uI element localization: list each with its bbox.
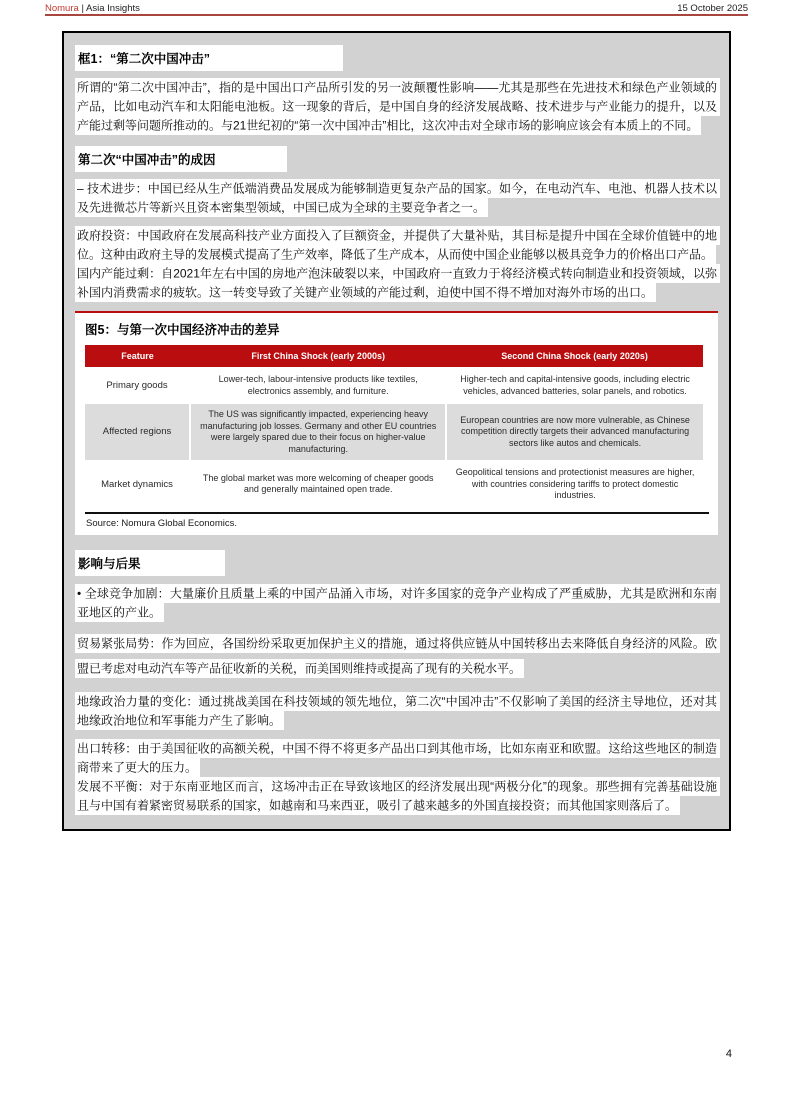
cell-first-shock: Lower-tech, labour-intensive products like textiles, electronics assembly, and furniture.: [190, 368, 446, 403]
brand-name: Nomura: [45, 3, 79, 14]
impact-paragraph-geopolitics: 地缘政治力量的变化：通过挑战美国在科技领域的领先地位，第二次“中国冲击”不仅影响了美国的经济主导地位，还对其地缘政治地位和军事能力产生了影响。: [75, 693, 720, 731]
text-box-1: [62, 31, 731, 831]
impact-paragraph-uneven-development: 发展不平衡：对于东南亚地区而言，这场冲击正在导致该地区的经济发展出现“两极分化”的现象。那些拥有完善基础设施且与中国有着紧密贸易联系的国家，如越南和马来西亚，吸引了越来越多的外国直接投资；而其他国家则落后了。: [75, 778, 720, 816]
impact-paragraph-export-diversion: 出口转移：由于美国征收的高额关税，中国不得不将更多产品出口到其他市场，比如东南亚和欧盟。这给这些地区的制造商带来了更大的压力。: [75, 740, 720, 778]
source-note: Source: Nomura Global Economics.: [86, 517, 238, 529]
causes-paragraph-overcapacity: 国内产能过剩：自2021年左右中国的房地产泡沫破裂以来，中国政府一直致力于将经济模式转向制造业和投资领域，以弥补国内消费需求的疲软。这一转变导致了关键产业领域的产能过剩，迫使中国不得不增加对海外市场的出口。: [75, 264, 720, 302]
cell-second-shock: Higher-tech and capital-intensive goods, including electric vehicles, advanced batteries, solar panels, and robotics.: [446, 368, 702, 403]
header-separator: |: [81, 3, 84, 14]
impact-paragraph-competition: • 全球竞争加剧：大量廉价且质量上乘的中国产品涌入市场，对许多国家的竞争产业构成了严重威胁，尤其是欧洲和东南亚地区的产业。: [75, 585, 720, 623]
box-title: 框1：“第二次中国冲击”: [75, 45, 343, 71]
impact-paragraph-trade-tension: 贸易紧张局势：作为回应，各国纷纷采取更加保护主义的措施，通过将供应链从中国转移出去来降低自身经济的风险。欧盟已考虑对电动汽车等产品征收新的关税，而美国则维持或提高了现有的关税水平。: [75, 632, 720, 682]
page-number: 4: [725, 1048, 732, 1060]
cell-feature: Market dynamics: [85, 461, 190, 507]
table-row: [85, 403, 703, 461]
table-row: [85, 461, 703, 507]
causes-heading: 第二次“中国冲击”的成因: [75, 146, 287, 172]
cell-second-shock: Geopolitical tensions and protectionist measures are higher, with countries considering tariffs to protect domestic industries.: [446, 461, 702, 507]
impact-heading: 影响与后果: [75, 550, 225, 576]
cell-first-shock: The global market was more welcoming of cheaper goods and generally maintained open trade.: [190, 461, 446, 507]
publication-title: [45, 3, 140, 14]
causes-paragraph-gov: 政府投资：中国政府在发展高科技产业方面投入了巨额资金，并提供了大量补贴，其目标是提升中国在全球价值链中的地位。这种由政府主导的发展模式提高了生产效率，降低了生产成本，从而使中国企业能够以极具竞争力的价格出口产品。: [75, 226, 720, 264]
publication-date: 15 October 2025: [677, 3, 748, 14]
intro-paragraph: 所谓的“第二次中国冲击”，指的是中国出口产品所引发的另一波颠覆性影响——尤其是那些在先进技术和绿色产业领域的产品，比如电动汽车和太阳能电池板。这一现象的背后，是中国自身的经济发展战略、技术进步与产业能力的提升，以及产能过剩等问题所推动的。与21世纪初的“第一次中国冲击”相比，这次冲击对全球市场的影响应该会有本质上的不同。: [75, 78, 720, 135]
cell-feature: Primary goods: [85, 368, 190, 403]
publication-name: Asia Insights: [86, 3, 140, 14]
figure-5: [75, 311, 718, 535]
col-header-feature: Feature: [85, 345, 190, 368]
col-header-first-shock: First China Shock (early 2000s): [190, 345, 446, 368]
comparison-table: [85, 345, 703, 507]
table-header-row: [85, 345, 703, 368]
figure-title: 图5：与第一次中国经济冲击的差异: [85, 323, 280, 337]
table-row: [85, 368, 703, 403]
causes-paragraph-tech: – 技术进步：中国已经从生产低端消费品发展成为能够制造更复杂产品的国家。如今，在电动汽车、电池、机器人技术以及先进微芯片等新兴且资本密集型领域，中国已成为全球的主要竞争者之一。: [75, 179, 720, 217]
page-header: [45, 3, 748, 14]
header-rule: [45, 14, 748, 16]
cell-second-shock: European countries are now more vulnerable, as Chinese competition directly targets their advanced manufacturing sectors like autos and chemicals.: [446, 403, 702, 461]
cell-first-shock: The US was significantly impacted, experiencing heavy manufacturing job losses. Germany and other EU countries were largely spared due to their focus on higher-value manufacturing.: [190, 403, 446, 461]
cell-feature: Affected regions: [85, 403, 190, 461]
col-header-second-shock: Second China Shock (early 2020s): [446, 345, 702, 368]
